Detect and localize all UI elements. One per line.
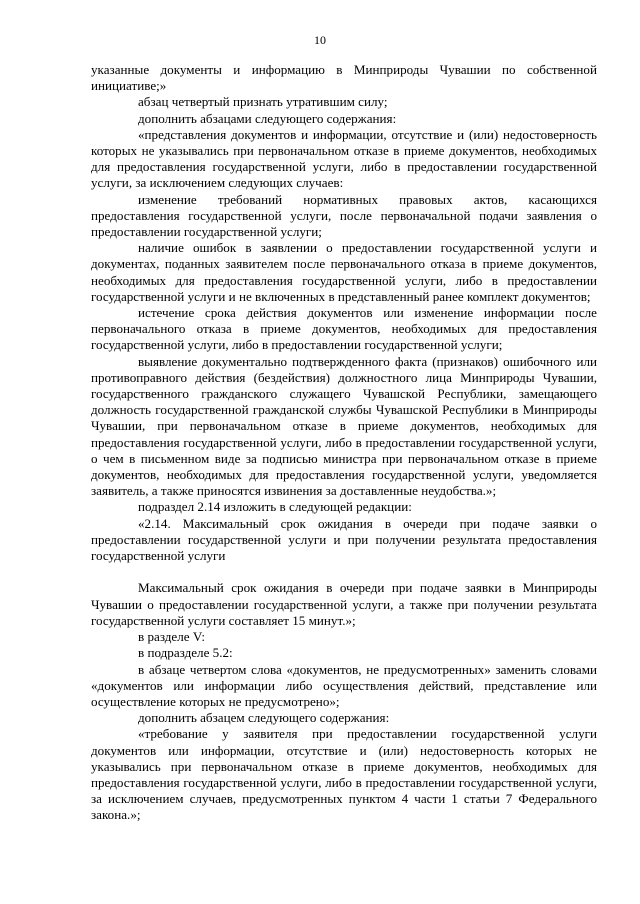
paragraph: истечение срока действия документов или изменение информации после первоначального отказа в приеме документов, необходимых для предоставления государственной услуги, либо в предоставлении государственной услуги; [91,305,597,353]
paragraph: изменение требований нормативных правовых актов, касающихся предоставления государственной услуги, после первоначальной подачи заявления о предоставлении государственной услуги; [91,191,597,240]
paragraph: «требование у заявителя при предоставлении государственной услуги документов или информации, отсутствие и (или) недостоверность которых не указывались при первоначальном отказе в приеме документов, необходимых для предоставления государственной услуги, либо в предоставлении государственной услуги, за исключением случаев, предусмотренных пунктом 4 части 1 статьи 7 Федерального закона.»; [91,726,597,823]
document-body [91,62,597,824]
paragraph: подраздел 2.14 изложить в следующей редакции: [138,499,412,515]
paragraph: дополнить абзацем следующего содержания: [138,710,390,726]
page-number: 10 [314,33,326,47]
paragraph: указанные документы и информацию в Минприроды Чувашии по собственной инициативе;» [91,62,597,94]
paragraph: в разделе V: [138,629,205,645]
paragraph: в абзаце четвертом слова «документов, не предусмотренных» заменить словами «документов или информации либо осуществления действий, представление или осуществление которых не предусмотрено»; [91,661,597,709]
paragraph: «представления документов и информации, отсутствие и (или) недостоверность которых не указывались при первоначальном отказе в приеме документов, необходимых для предоставления государственной услуги, либо в предоставлении государственной услуги, за исключением следующих случаев: [91,126,597,191]
paragraph: выявление документально подтвержденного факта (признаков) ошибочного или противоправного действия (бездействия) должностного лица Минприроды Чувашии, государственного гражданского служащего Чувашской Республики, замещающего должность государственной гражданской службы Чувашской Республики в Минприроды Чувашии, при первоначальном отказе в приеме документов, необходимых для предоставления государственной услуги, либо в предоставлении государственной услуги, о чем в письменном виде за подписью министра при первоначальном отказе в приеме документов, необходимых для предоставления государственной услуги, уведомляется заявитель, а также приносятся извинения за доставленные неудобства.»; [91,353,597,499]
paragraph: дополнить абзацами следующего содержания: [138,110,397,126]
paragraph: Максимальный срок ожидания в очереди при подаче заявки в Минприроды Чувашии о предоставлении государственной услуги, а также при получении результата государственной услуги составляет 15 минут.»; [91,580,597,628]
paragraph: наличие ошибок в заявлении о предоставлении государственной услуги и документах, поданных заявителем после первоначального отказа в приеме документов, необходимых для предоставления государственной услуги, либо в предоставлении государственной услуги и не включенных в представленный ранее комплект документов; [91,240,597,304]
paragraph: абзац четвертый признать утратившим силу; [138,94,388,110]
paragraph: в подразделе 5.2: [138,645,233,661]
section-heading: «2.14. Максимальный срок ожидания в очереди при подаче заявки о предоставлении государственной услуги и при получении результата предоставления государственной услуги [91,515,597,564]
